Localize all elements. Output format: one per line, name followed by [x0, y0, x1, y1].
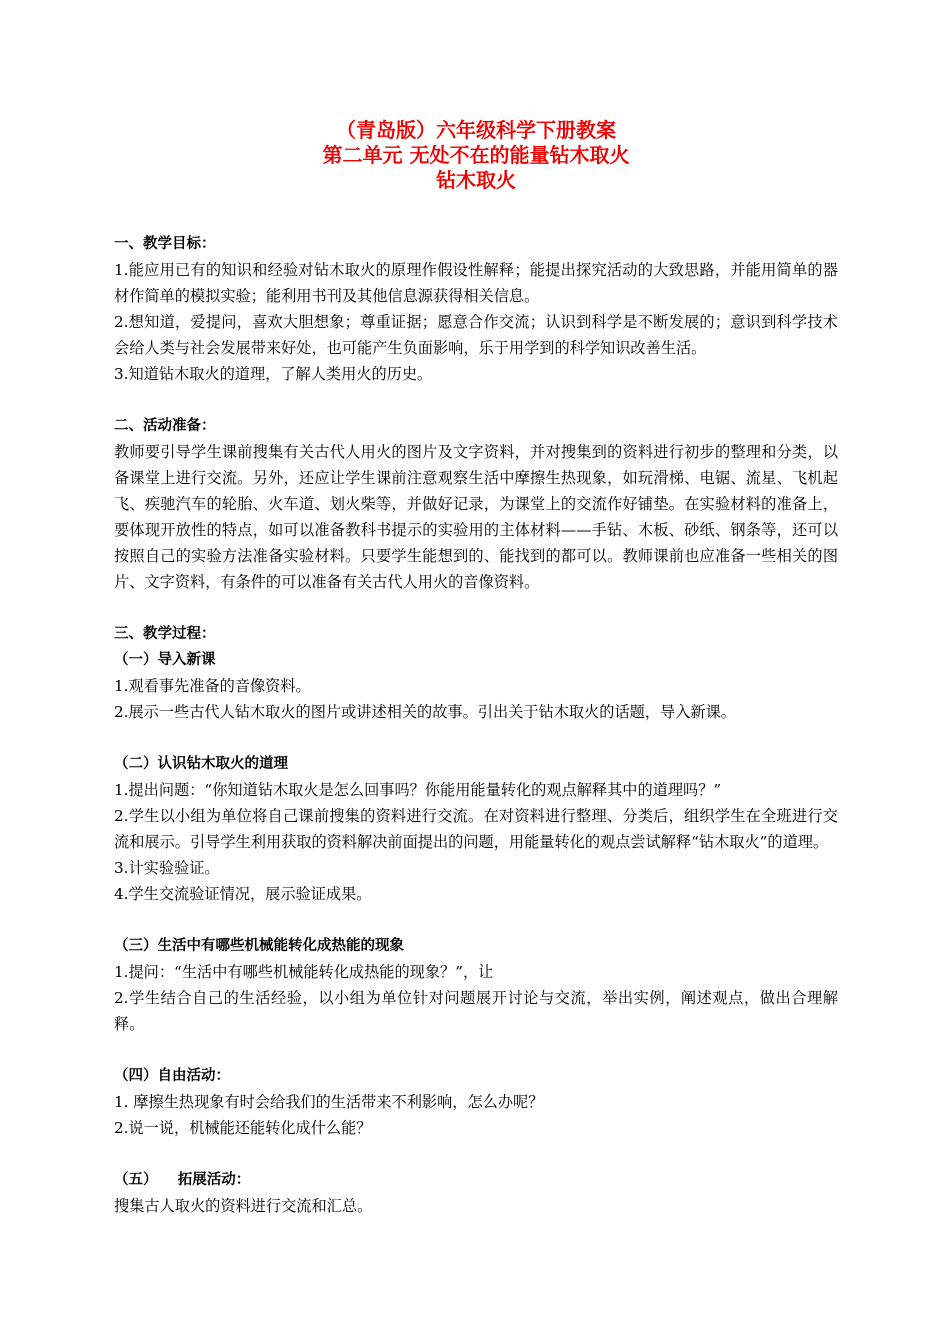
goal-item: 2.想知道，爱提问，喜欢大胆想象；尊重证据；愿意合作交流；认识到科学是不断发展的；意识到科学技术会给人类与社会发展带来好处，也可能产生负面影响，乐于用学到的科学知识改善生活。: [114, 313, 838, 357]
unit-title: 第二单元 无处不在的能量钻木取火: [322, 143, 630, 167]
doc-title: （青岛版）六年级科学下册教案: [336, 118, 616, 142]
process-item: 3.计实验验证。: [114, 859, 220, 877]
process-item: 4.学生交流验证情况，展示验证成果。: [114, 885, 372, 903]
process-item: 2.学生结合自己的生活经验，以小组为单位针对问题展开讨论与交流，举出实例，阐述观点，做出合理解释。: [114, 989, 838, 1033]
process-item: 1.提问：“生活中有哪些机械能转化成热能的现象？”，让: [114, 963, 494, 981]
process-item: 搜集古人取火的资料进行交流和汇总。: [114, 1197, 373, 1215]
process-item: 1.观看事先准备的音像资料。: [114, 677, 311, 695]
process-item: 1. 摩擦生热现象有时会给我们的生活带来不利影响，怎么办呢？: [114, 1093, 544, 1111]
part-title-phenomena: （三）生活中有哪些机械能转化成热能的现象: [114, 938, 404, 954]
goal-item: 1.能应用已有的知识和经验对钻木取火的原理作假设性解释；能提出探究活动的大致思路，并能用简单的器材作简单的模拟实验；能利用书刊及其他信息源获得相关信息。: [114, 261, 838, 305]
goal-item: 3.知道钻木取火的道理，了解人类用火的历史。: [114, 365, 433, 383]
process-item: 2.展示一些古代人钻木取火的图片或讲述相关的故事。引出关于钻木取火的话题，导入新课。: [114, 703, 736, 721]
section-heading-preparation: 二、活动准备：: [114, 418, 216, 434]
document-page: [114, 118, 838, 1219]
process-item: 1.提出问题：“你知道钻木取火是怎么回事吗？你能用能量转化的观点解释其中的道理吗？”: [114, 781, 722, 799]
process-item: 2.学生以小组为单位将自己课前搜集的资料进行交流。在对资料进行整理、分类后，组织学生在全班进行交流和展示。引导学生利用获取的资料解决前面提出的问题，用能量转化的观点尝试解释“钻木取火”的道理。: [114, 807, 838, 851]
preparation-body: 教师要引导学生课前搜集有关古代人用火的图片及文字资料，并对搜集到的资料进行初步的整理和分类，以备课堂上进行交流。另外，还应让学生课前注意观察生活中摩擦生热现象，如玩滑梯、电锯、流星、飞机起飞、疾驰汽车的轮胎、火车道、划火柴等，并做好记录，为课堂上的交流作好铺垫。在实验材料的准备上，要体现开放性的特点，如可以准备教科书提示的实验用的主体材料——手钻、木板、砂纸、钢条等，还可以按照自己的实验方法准备实验材料。只要学生能想到的、能找到的都可以。教师课前也应准备一些相关的图片、文字资料，有条件的可以准备有关古代人用火的音像资料。: [114, 443, 838, 591]
part-title-extension: （五） 拓展活动：: [114, 1172, 251, 1188]
section-heading-goals: 一、教学目标：: [114, 236, 216, 252]
part-title-intro: （一）导入新课: [114, 652, 216, 668]
part-title-principle: （二）认识钻木取火的道理: [114, 756, 288, 772]
section-heading-process: 三、教学过程：: [114, 626, 216, 642]
lesson-title: 钻木取火: [436, 168, 516, 192]
part-title-free-activity: （四）自由活动：: [114, 1068, 230, 1084]
process-item: 2.说一说，机械能还能转化成什么能？: [114, 1119, 372, 1137]
